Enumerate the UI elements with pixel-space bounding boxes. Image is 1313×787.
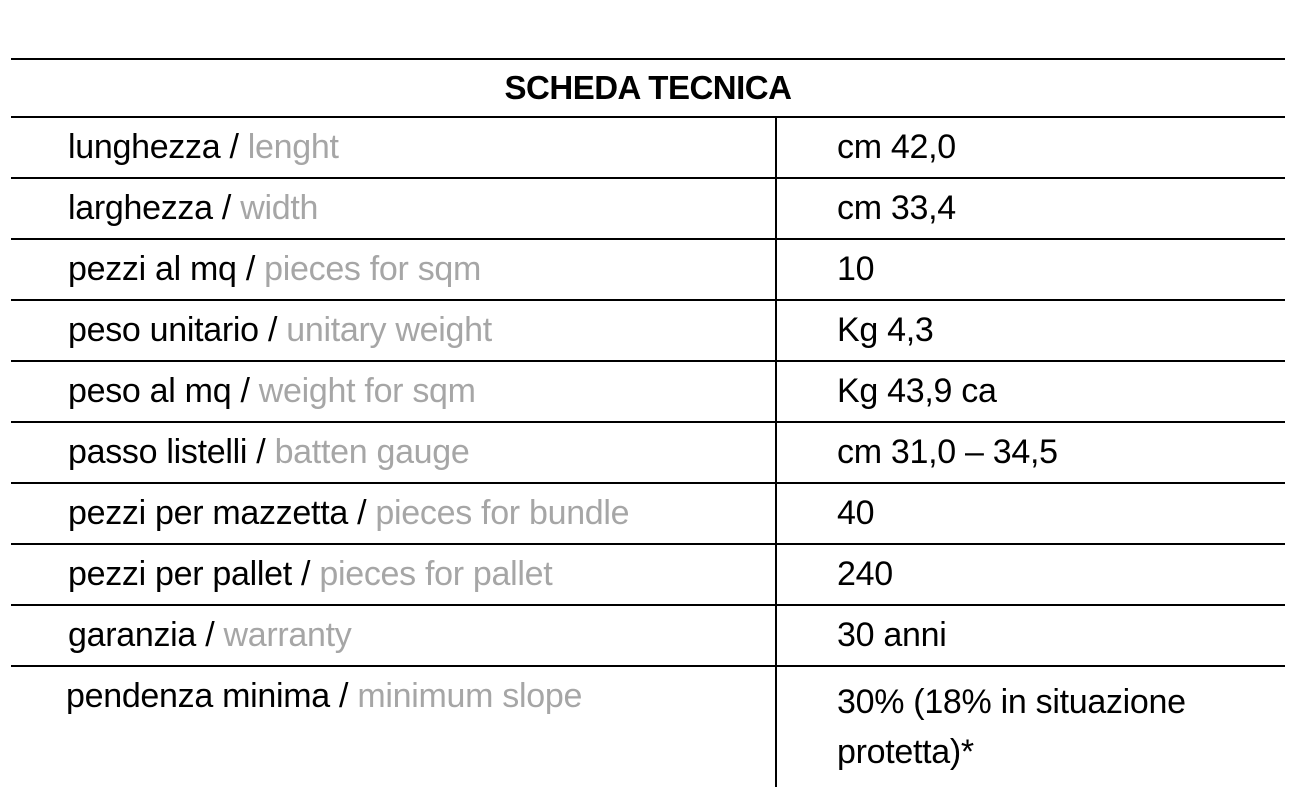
row-value: cm 42,0 xyxy=(837,128,956,166)
table-row xyxy=(11,179,1285,240)
row-value: 240 xyxy=(837,555,893,593)
table-row xyxy=(11,301,1285,362)
label-separator: / xyxy=(267,311,278,349)
label-separator: / xyxy=(221,189,232,227)
row-value: Kg 4,3 xyxy=(837,311,934,349)
row-label xyxy=(11,423,777,482)
label-english: pieces for sqm xyxy=(264,250,482,288)
row-label xyxy=(11,179,777,238)
row-value: 30% (18% in situazione protetta)* xyxy=(837,683,1186,771)
label-english: width xyxy=(240,189,319,227)
label-english: weight for sqm xyxy=(258,372,476,410)
table-row xyxy=(11,423,1285,484)
label-english: unitary weight xyxy=(286,311,492,349)
label-separator: / xyxy=(245,250,255,288)
table-title: SCHEDA TECNICA xyxy=(504,69,792,106)
table-header-row xyxy=(11,58,1285,118)
label-italian: peso al mq xyxy=(68,372,232,410)
label-separator: / xyxy=(240,372,250,410)
row-label xyxy=(11,484,777,543)
label-italian: passo listelli xyxy=(68,433,248,471)
label-english: minimum slope xyxy=(357,677,583,715)
row-label xyxy=(11,667,777,787)
label-english: pieces for pallet xyxy=(319,555,553,593)
table-row xyxy=(11,606,1285,667)
label-english: warranty xyxy=(223,616,352,654)
table-row xyxy=(11,484,1285,545)
label-italian: garanzia xyxy=(68,616,197,654)
table-row xyxy=(11,240,1285,301)
table-row xyxy=(11,362,1285,423)
row-value: 40 xyxy=(837,494,875,532)
label-separator: / xyxy=(256,433,266,471)
label-separator: / xyxy=(357,494,367,532)
label-separator: / xyxy=(301,555,311,593)
label-english: batten gauge xyxy=(274,433,470,471)
technical-sheet-table xyxy=(11,58,1285,787)
table-row xyxy=(11,118,1285,179)
row-label xyxy=(11,606,777,665)
label-italian: pendenza minima xyxy=(66,677,330,715)
label-italian: lunghezza xyxy=(68,128,221,166)
row-value: 10 xyxy=(837,250,875,288)
label-separator: / xyxy=(229,128,239,166)
label-italian: pezzi al mq xyxy=(68,250,237,288)
table-row xyxy=(11,545,1285,606)
label-italian: peso unitario xyxy=(68,311,259,349)
row-value: cm 31,0 – 34,5 xyxy=(837,433,1058,471)
row-label xyxy=(11,118,777,177)
row-label xyxy=(11,240,777,299)
label-italian: pezzi per mazzetta xyxy=(68,494,348,532)
label-italian: larghezza xyxy=(68,189,213,227)
row-value: cm 33,4 xyxy=(837,189,956,227)
row-label xyxy=(11,362,777,421)
label-separator: / xyxy=(205,616,215,654)
table-row xyxy=(11,667,1285,787)
row-value: Kg 43,9 ca xyxy=(837,372,997,410)
label-english: pieces for bundle xyxy=(375,494,630,532)
label-separator: / xyxy=(339,677,349,715)
label-english: lenght xyxy=(247,128,339,166)
row-value: 30 anni xyxy=(837,616,947,654)
label-italian: pezzi per pallet xyxy=(68,555,292,593)
row-label xyxy=(11,301,777,360)
row-label xyxy=(11,545,777,604)
